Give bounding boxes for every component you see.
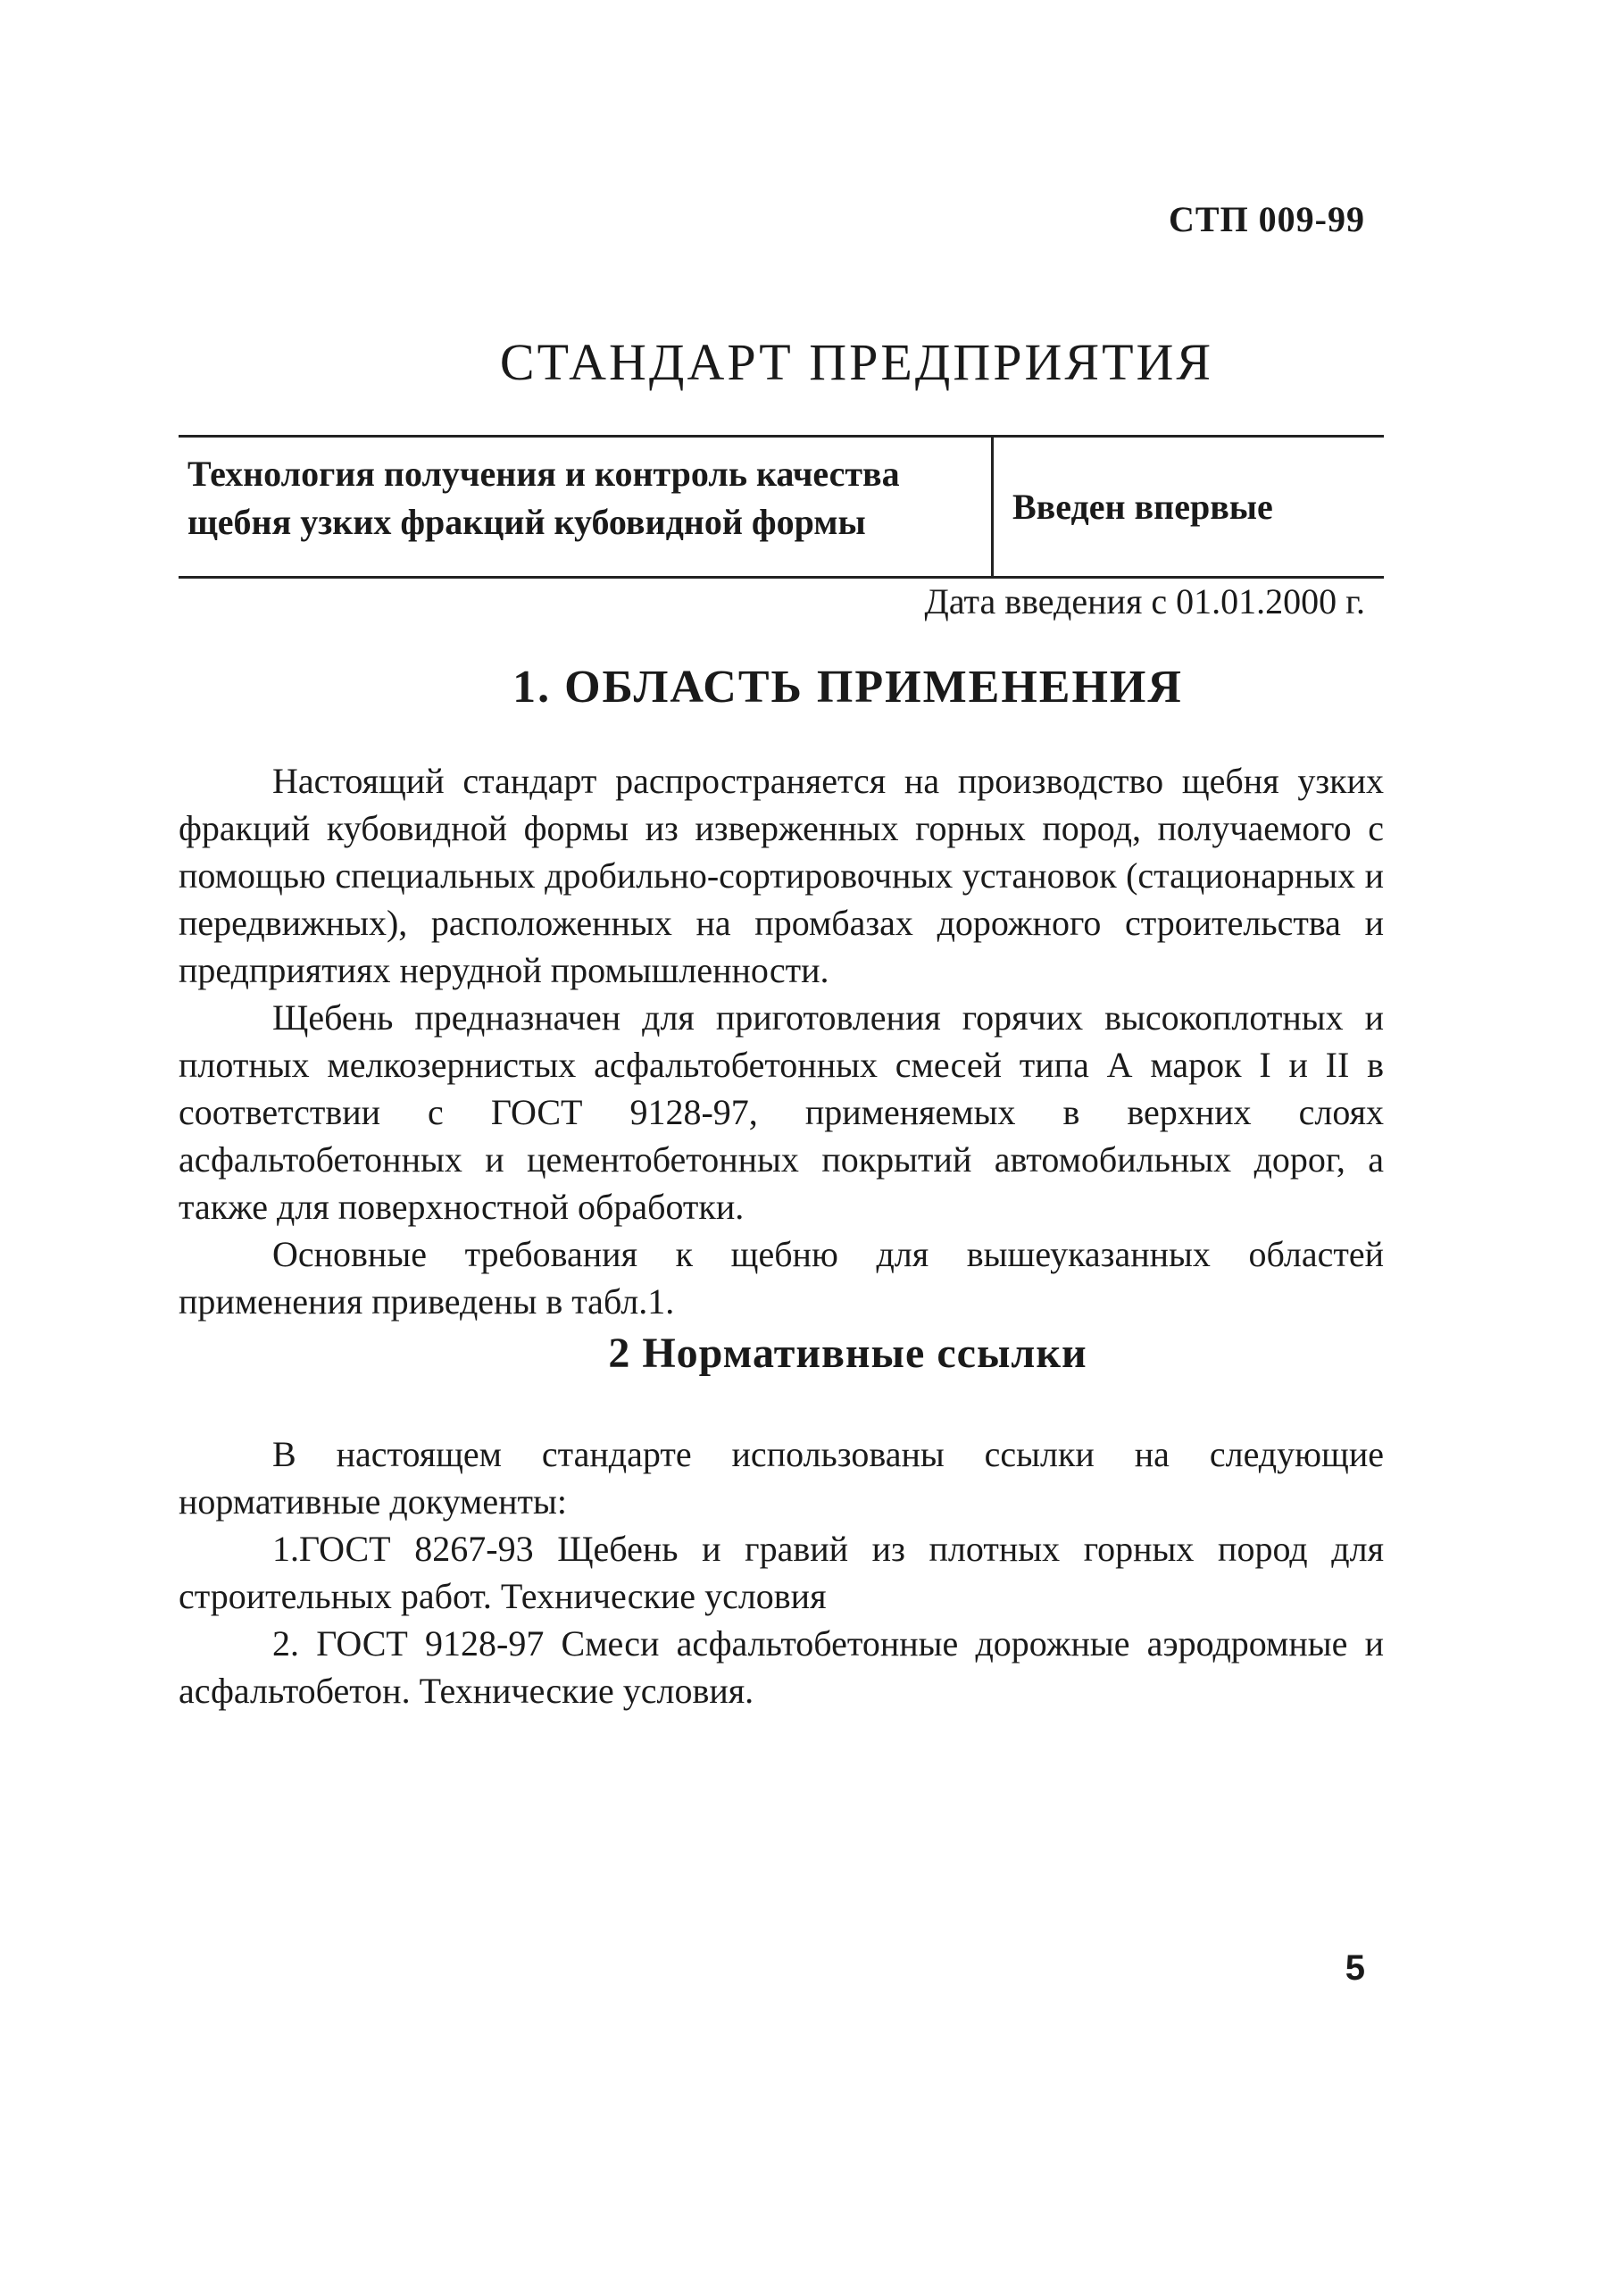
introduction-date: Дата введения с 01.01.2000 г. — [924, 581, 1365, 621]
reference-item-1: 1.ГОСТ 8267-93 Щебень и гравий из плотных горных пород для строительных работ. Технические условия — [179, 1529, 1384, 1616]
reference-item-2: 2. ГОСТ 9128-97 Смеси асфальтобетонные дорожные аэродромные и асфальтобетон. Технические условия. — [179, 1623, 1384, 1711]
header-subject-cell — [187, 450, 1152, 546]
standard-title: СТАНДАРТ ПРЕДПРИЯТИЯ — [499, 333, 1214, 391]
section-2-body — [179, 1430, 1384, 1714]
section-2-heading: 2 Нормативные ссылки — [608, 1330, 1087, 1377]
page-number: 5 — [1345, 1948, 1365, 1988]
section-1-paragraph-2: Щебень предназначен для приготовления горячих высокоплотных и плотных мелкозернистых асфальтобетонных смесей типа А марок I и II в соответствии с ГОСТ 9128-97, применяемых в верхних слоях асфальтобетонных и цементобетонных покрытий автомобильных дорог, а также для поверхностной обработки. — [179, 997, 1384, 1227]
header-subject-line-1: Технология получения и контроль качества — [187, 454, 900, 494]
header-status-cell: Введен впервые — [1012, 487, 1273, 527]
header-table — [179, 435, 1384, 579]
section-2-intro: В настоящем стандарте использованы ссылки на следующие нормативные документы: — [179, 1434, 1384, 1522]
section-1-paragraph-3: Основные требования к щебню для вышеуказанных областей применения приведены в табл.1. — [179, 1234, 1384, 1322]
section-1-body — [179, 757, 1384, 1325]
section-1-heading: 1. ОБЛАСТЬ ПРИМЕНЕНИЯ — [512, 662, 1183, 713]
section-1-paragraph-1: Настоящий стандарт распространяется на производство щебня узких фракций кубовидной формы из изверженных горных пород, получаемого с помощью специальных дробильно-сортировочных установок (стационарных и передвижных), расположенных на промбазах дорожного строительства и предприятиях нерудной промышленности. — [179, 761, 1384, 990]
document-code: СТП 009-99 — [1169, 199, 1365, 239]
header-table-divider — [991, 438, 994, 576]
header-subject-line-2: щебня узких фракций кубовидной формы — [187, 502, 866, 542]
